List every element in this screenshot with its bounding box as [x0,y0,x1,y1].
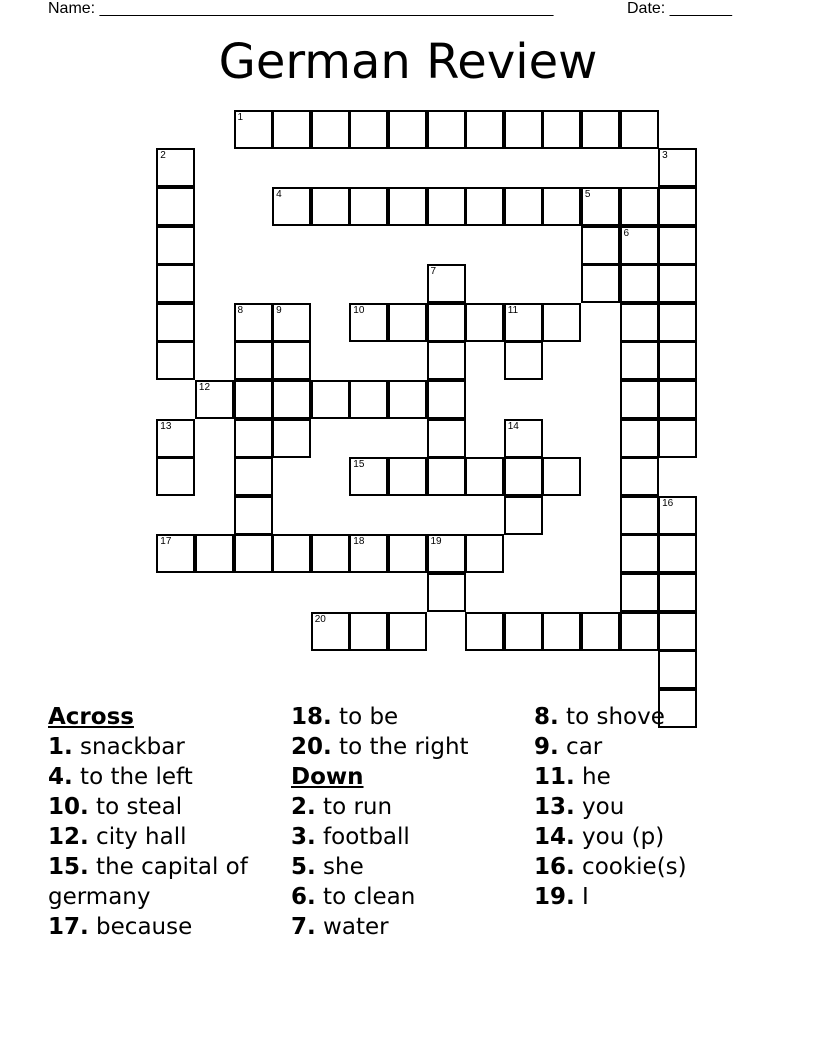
grid-cell [349,303,388,342]
name-field-label: Name: ___________________________________________________ [48,0,554,17]
grid-cell [234,380,273,419]
clue-text: the capital of germany [48,854,248,910]
clue-number: 4 [276,188,282,200]
grid-cell [427,110,466,149]
clue-text: he [574,764,611,790]
clue-number-label: 3. [291,824,316,850]
clue-number: 13 [160,420,172,432]
grid-cell [156,187,195,226]
grid-cell [427,419,466,458]
down-heading: Down [291,764,364,790]
grid-cell [234,110,273,149]
grid-cell [234,457,273,496]
clue-text: car [558,734,603,760]
grid-cell [311,380,350,419]
grid-cell [156,457,195,496]
clue-text: city hall [88,824,187,850]
grid-cell [504,496,543,535]
grid-cell [272,419,311,458]
grid-cell [620,380,659,419]
grid-cell [658,226,697,265]
grid-cell [349,534,388,573]
grid-cell [620,496,659,535]
grid-cell [542,303,581,342]
clues-column-3 [534,702,784,912]
grid-cell [504,303,543,342]
grid-cell [465,303,504,342]
clue-number: 7 [430,266,437,278]
grid-cell [658,264,697,303]
clue-number: 12 [198,381,211,393]
clue-number: 14 [507,420,519,432]
grid-cell [234,341,273,380]
clue-number: 3 [662,150,668,162]
grid-cell [388,534,427,573]
grid-cell [620,264,659,303]
grid-cell [156,303,195,342]
grid-cell [620,612,659,651]
clue-number: 11 [507,304,519,316]
grid-cell [581,187,620,226]
clue-number: 2 [160,150,166,162]
clue-number-label: 12. [48,824,89,850]
grid-cell [658,341,697,380]
grid-cell [427,264,466,303]
grid-cell [272,187,311,226]
clue-number-label: 20. [291,734,332,760]
grid-cell [234,534,273,573]
grid-cell [504,419,543,458]
grid-cell [620,341,659,380]
grid-cell [504,612,543,651]
grid-cell [156,419,195,458]
clue-item [48,822,273,852]
grid-cell [658,187,697,226]
grid-cell [156,148,195,187]
clue-text: she [315,854,364,880]
clue-number-label: 15. [48,854,89,880]
grid-cell [427,573,466,612]
grid-cell [427,341,466,380]
grid-cell [658,380,697,419]
clue-number: 15 [353,459,365,471]
clue-item [291,702,521,732]
grid-cell [311,110,350,149]
clue-text: to steal [88,794,183,820]
clue-text: to be [331,704,399,730]
clue-number: 8 [237,304,244,316]
grid-cell [658,148,697,187]
grid-cell [388,612,427,651]
clue-number-label: 14. [534,824,575,850]
clue-text: I [574,884,589,910]
grid-cell [465,187,504,226]
grid-cell [311,187,350,226]
grid-cell [311,612,350,651]
clue-number-label: 13. [534,794,575,820]
grid-cell [581,226,620,265]
grid-cell [465,457,504,496]
grid-cell [349,380,388,419]
grid-cell [465,534,504,573]
grid-cell [349,612,388,651]
grid-cell [272,380,311,419]
clue-number-label: 16. [534,854,575,880]
clue-number: 16 [662,497,674,509]
grid-cell [156,534,195,573]
clue-number-label: 17. [48,914,89,940]
grid-cell [542,612,581,651]
clue-number: 18 [353,536,365,548]
clue-number-label: 5. [291,854,316,880]
clue-text: because [88,914,193,940]
clue-text: to shove [558,704,665,730]
grid-cell [581,110,620,149]
clue-item [291,792,521,822]
grid-cell [349,110,388,149]
grid-cell [388,110,427,149]
grid-cell [542,457,581,496]
clue-text: you (p) [574,824,665,850]
across-clue-list-continued [291,702,521,762]
clue-item [534,882,784,912]
grid-cell [658,612,697,651]
clue-number: 10 [353,304,365,316]
down-clue-list-continued [534,702,784,912]
clue-item [48,762,273,792]
clue-item [534,852,784,882]
grid-cell [156,226,195,265]
across-clue-list [48,732,273,942]
grid-cell [195,380,234,419]
grid-cell [195,534,234,573]
clue-item [534,732,784,762]
clue-item [534,792,784,822]
clue-number-label: 18. [291,704,332,730]
grid-cell [542,187,581,226]
clue-item [48,912,273,942]
clue-number-label: 9. [534,734,559,760]
grid-cell [620,226,659,265]
down-clue-list [291,792,521,942]
clue-number-label: 6. [291,884,316,910]
clue-text: water [315,914,389,940]
grid-cell [311,534,350,573]
clue-item [48,732,273,762]
clue-item [48,852,273,912]
grid-cell [388,457,427,496]
clue-text: to clean [315,884,416,910]
grid-cell [272,110,311,149]
grid-cell [388,303,427,342]
grid-cell [658,534,697,573]
clue-item [534,822,784,852]
grid-cell [272,534,311,573]
grid-cell [504,187,543,226]
clue-number: 1 [237,111,244,123]
clue-text: to the right [331,734,469,760]
clue-item [291,882,521,912]
grid-cell [504,341,543,380]
grid-cell [658,419,697,458]
grid-cell [388,187,427,226]
clue-text: you [574,794,625,820]
clue-number-label: 11. [534,764,575,790]
grid-cell [427,380,466,419]
grid-cell [349,457,388,496]
grid-cell [581,264,620,303]
clue-item [48,792,273,822]
clue-number-label: 1. [48,734,73,760]
grid-cell [542,110,581,149]
grid-cell [272,303,311,342]
grid-cell [620,573,659,612]
clues-column-1 [48,702,273,942]
grid-cell [620,187,659,226]
grid-cell [504,110,543,149]
grid-cell [427,457,466,496]
clue-item [534,762,784,792]
grid-cell [620,419,659,458]
grid-cell [620,534,659,573]
clue-text: cookie(s) [574,854,687,880]
grid-cell [234,419,273,458]
clue-number-label: 10. [48,794,89,820]
clue-number: 17 [160,536,172,548]
grid-cell [234,303,273,342]
grid-cell [620,303,659,342]
grid-cell [658,650,697,689]
date-field-label: Date: _______ [627,0,732,17]
clues-column-2 [291,702,521,942]
clue-number: 5 [584,188,591,200]
clue-item [291,822,521,852]
grid-cell [465,612,504,651]
clue-number-label: 7. [291,914,316,940]
grid-cell [349,187,388,226]
clue-text: snackbar [72,734,185,760]
grid-cell [272,341,311,380]
grid-cell [465,110,504,149]
clue-text: to run [315,794,393,820]
grid-cell [658,496,697,535]
grid-cell [427,187,466,226]
grid-cell [427,303,466,342]
clue-text: to the left [72,764,193,790]
grid-cell [658,303,697,342]
grid-cell [427,534,466,573]
grid-cell [504,457,543,496]
grid-cell [658,573,697,612]
clue-item [534,702,784,732]
grid-cell [234,496,273,535]
clue-text: football [315,824,410,850]
grid-cell [388,380,427,419]
clue-number-label: 4. [48,764,73,790]
page-title: German Review [218,34,598,90]
clue-number: 19 [430,536,442,548]
clue-number-label: 2. [291,794,316,820]
clue-number-label: 8. [534,704,559,730]
clue-item [291,912,521,942]
clue-item [291,852,521,882]
grid-cell [620,457,659,496]
clue-number-label: 19. [534,884,575,910]
across-heading: Across [48,704,134,730]
grid-cell [156,264,195,303]
grid-cell [581,612,620,651]
clue-number: 6 [623,227,630,239]
clue-item [291,732,521,762]
grid-cell [156,341,195,380]
grid-cell [620,110,659,149]
clue-number: 9 [276,304,282,316]
clue-number: 20 [314,613,326,625]
